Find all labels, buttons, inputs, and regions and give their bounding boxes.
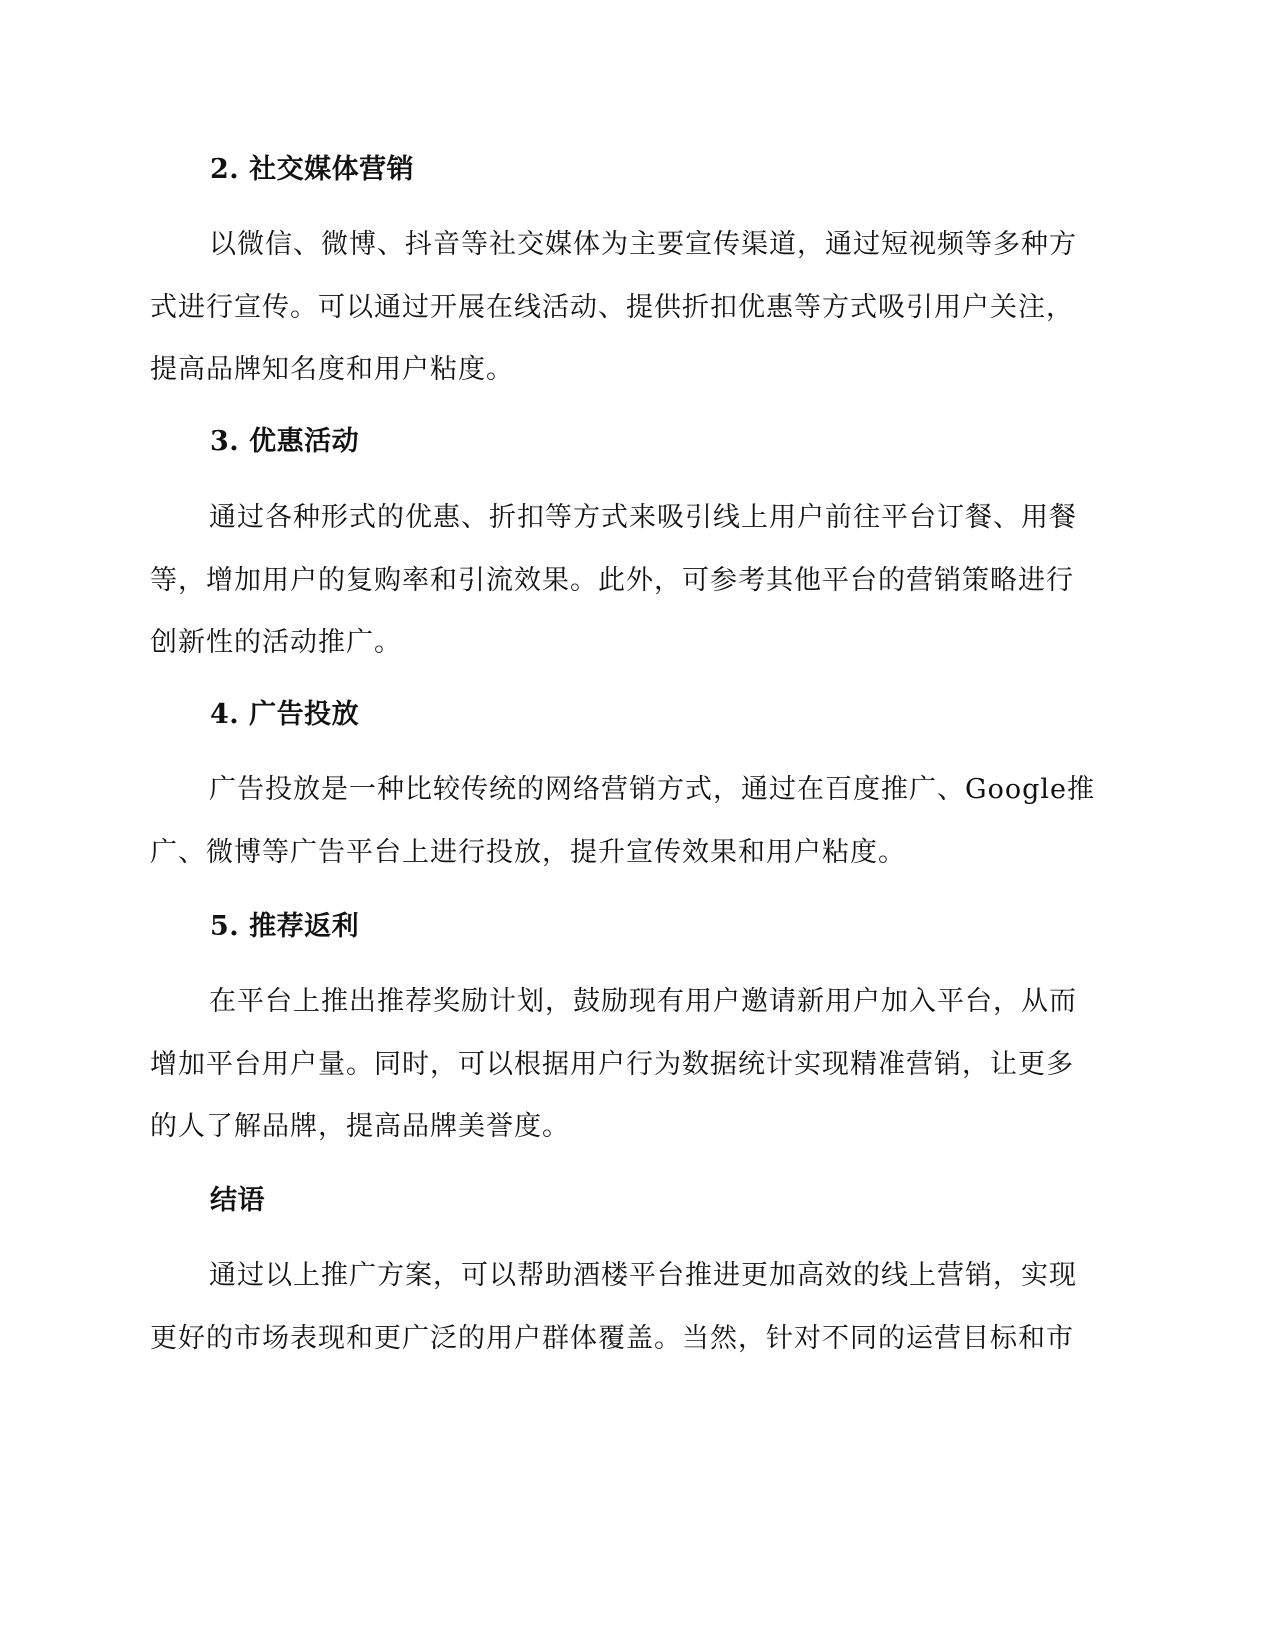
paragraph-line: 的人了解品牌，提高品牌美誉度。	[150, 1111, 570, 1142]
paragraph-line: 提高品牌知名度和用户粘度。	[150, 354, 514, 385]
section-heading-promotions: 3. 优惠活动	[210, 426, 360, 457]
paragraph-line: 在平台上推出推荐奖励计划，鼓励现有用户邀请新用户加入平台，从而	[209, 986, 1077, 1017]
section-heading-social-media: 2. 社交媒体营销	[210, 154, 415, 185]
paragraph-line: 式进行宣传。可以通过开展在线活动、提供折扣优惠等方式吸引用户关注，	[150, 291, 1074, 323]
paragraph-line: 通过以上推广方案，可以帮助酒楼平台推进更加高效的线上营销，实现	[209, 1260, 1077, 1291]
paragraph-line: 以微信、微博、抖音等社交媒体为主要宣传渠道，通过短视频等多种方	[209, 229, 1077, 260]
paragraph-line: 广告投放是一种比较传统的网络营销方式，通过在百度推广、Google推	[209, 774, 1095, 805]
paragraph-line: 等，增加用户的复购率和引流效果。此外，可参考其他平台的营销策略进行	[150, 564, 1074, 596]
section-paragraph-referral	[150, 971, 1120, 1159]
paragraph-line: 更好的市场表现和更广泛的用户群体覆盖。当然，针对不同的运营目标和市	[150, 1322, 1074, 1354]
section-paragraph-conclusion	[150, 1245, 1120, 1370]
section-heading-referral: 5. 推荐返利	[210, 911, 360, 942]
paragraph-line: 通过各种形式的优惠、折扣等方式来吸引线上用户前往平台订餐、用餐	[209, 502, 1077, 533]
section-heading-advertising: 4. 广告投放	[210, 699, 360, 730]
section-paragraph-promotions	[150, 487, 1120, 675]
paragraph-line: 创新性的活动推广。	[150, 627, 402, 658]
section-heading-conclusion: 结语	[210, 1185, 265, 1216]
paragraph-line: 增加平台用户量。同时，可以根据用户行为数据统计实现精准营销，让更多	[150, 1048, 1074, 1080]
section-paragraph-social-media	[150, 214, 1120, 402]
section-paragraph-advertising	[150, 759, 1120, 884]
paragraph-line: 广、微博等广告平台上进行投放，提升宣传效果和用户粘度。	[150, 836, 906, 868]
